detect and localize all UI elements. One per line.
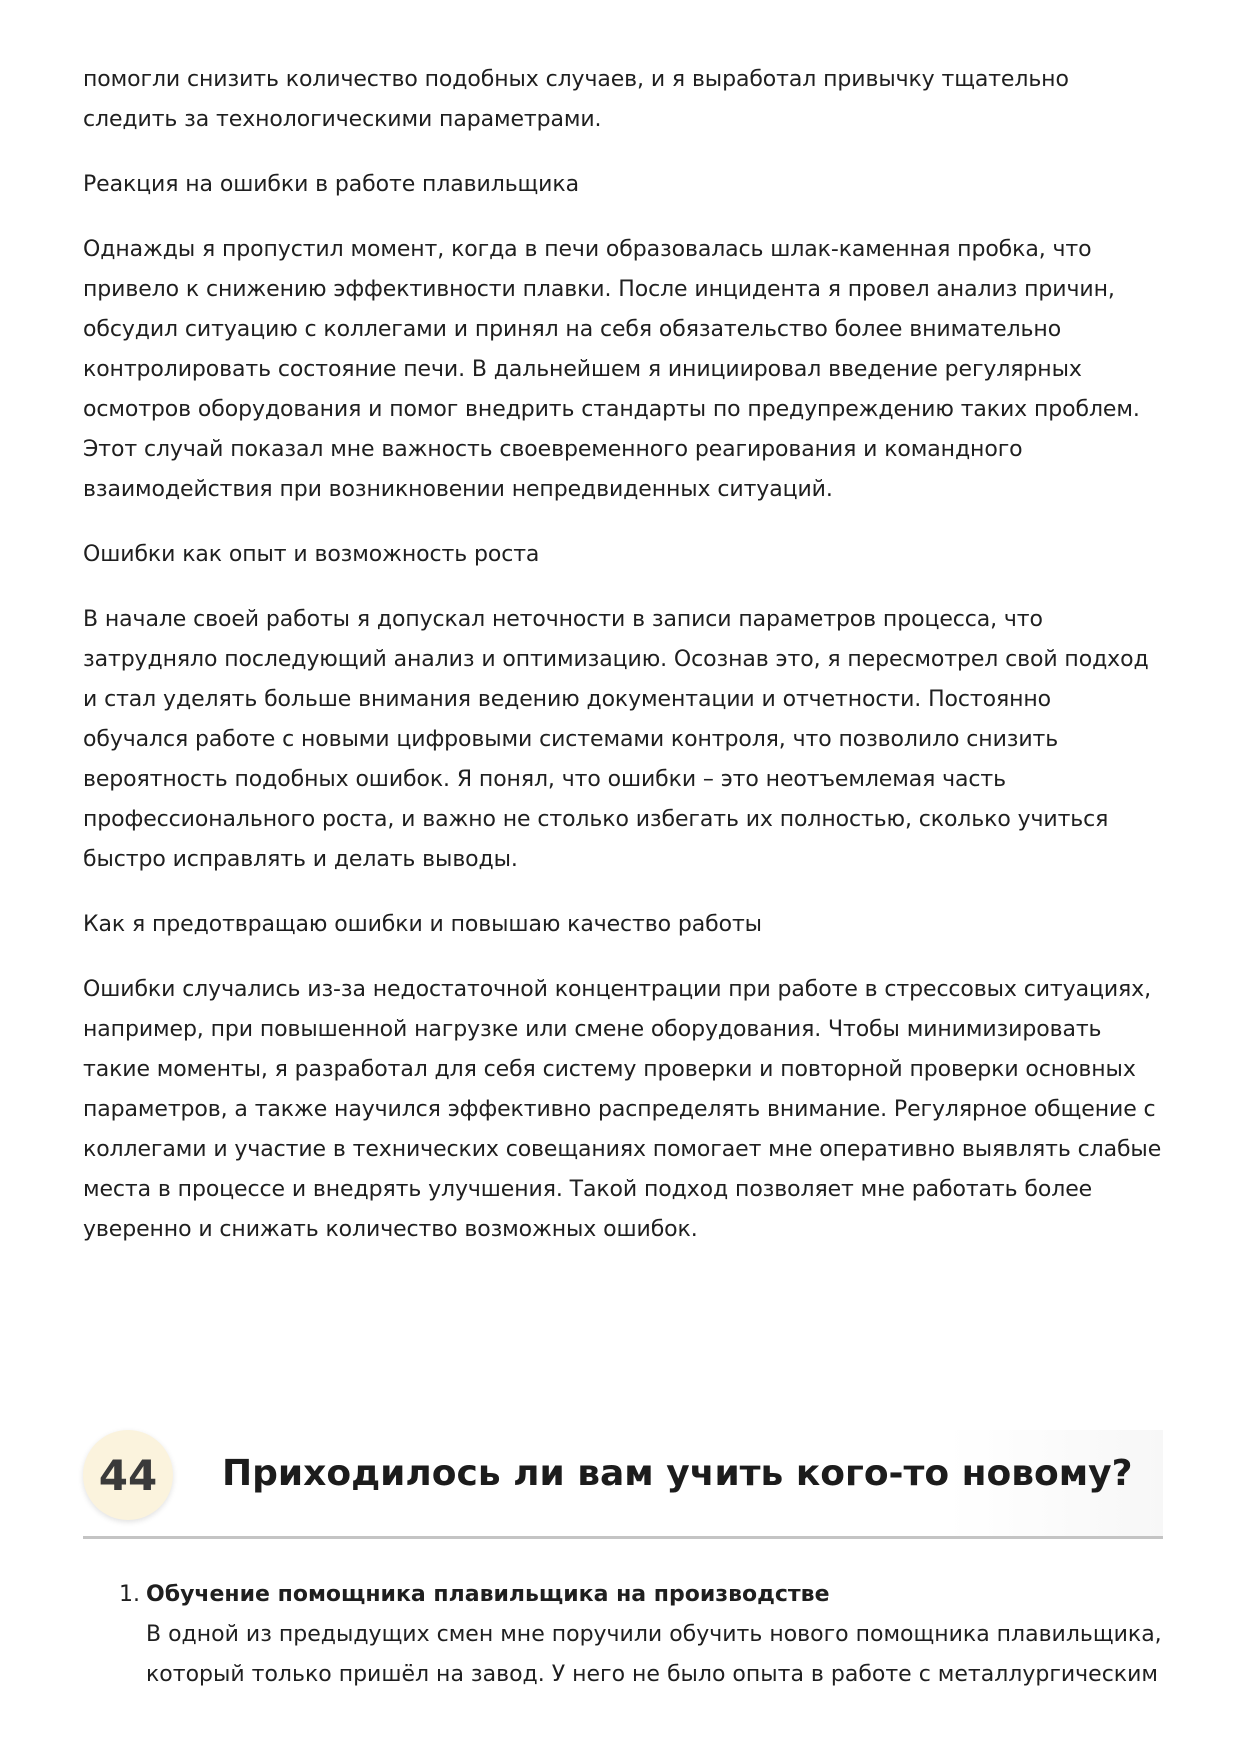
paragraph: В начале своей работы я допускал неточности в записи параметров процесса, что затрудняло последующий анализ и оптимизацию. Осознав это, я пересмотрел свой подход и стал уделять больше внимания ведению документации и отчетности. Постоянно обучался работе с новыми цифровыми системами контроля, что позволило снизить вероятность подобных ошибок. Я понял, что ошибки – это неотъемлемая часть профессионального роста, и важно не столько избегать их полностью, сколько учиться быстро исправлять и делать выводы.	[83, 607, 1149, 872]
article-body	[83, 60, 1163, 1275]
section-subheading: Реакция на ошибки в работе плавильщика	[83, 172, 579, 197]
paragraph: Однажды я пропустил момент, когда в печи образовалась шлак-каменная пробка, что привело к снижению эффективности плавки. После инцидента я провел анализ причин, обсудил ситуацию с коллегами и принял на себя обязательство более внимательно контролировать состояние печи. В дальнейшем я инициировал введение регулярных осмотров оборудования и помог внедрить стандарты по предупреждению таких проблем. Этот случай показал мне важность своевременного реагирования и командного взаимодействия при возникновении непредвиденных ситуаций.	[83, 237, 1140, 502]
list-item	[83, 1575, 1163, 1695]
section-subheading: Как я предотвращаю ошибки и повышаю качество работы	[83, 912, 762, 937]
paragraph: Ошибки случались из-за недостаточной концентрации при работе в стрессовых ситуациях, например, при повышенной нагрузке или смене оборудования. Чтобы минимизировать такие моменты, я разработал для себя систему проверки и повторной проверки основных параметров, а также научился эффективно распределять внимание. Регулярное общение с коллегами и участие в технических совещаниях помогает мне оперативно выявлять слабые места в процессе и внедрять улучшения. Такой подход позволяет мне работать более уверенно и снижать количество возможных ошибок.	[83, 977, 1162, 1242]
paragraph-continuation: помогли снизить количество подобных случаев, и я выработал привычку тщательно следить за технологическими параметрами.	[83, 67, 1069, 132]
question-header	[83, 1430, 1163, 1539]
list-item-number: 1.	[119, 1582, 140, 1607]
answer-list	[83, 1575, 1163, 1695]
section-subheading: Ошибки как опыт и возможность роста	[83, 542, 540, 567]
list-item-text: В одной из предыдущих смен мне поручили обучить нового помощника плавильщика, который только пришёл на завод. У него не было опыта в работе с металлургическим	[146, 1622, 1162, 1687]
question-title: Приходилось ли вам учить кого-то новому?	[222, 1453, 1133, 1494]
list-item-title: Обучение помощника плавильщика на производстве	[146, 1582, 830, 1607]
question-number-badge: 44	[83, 1430, 173, 1520]
